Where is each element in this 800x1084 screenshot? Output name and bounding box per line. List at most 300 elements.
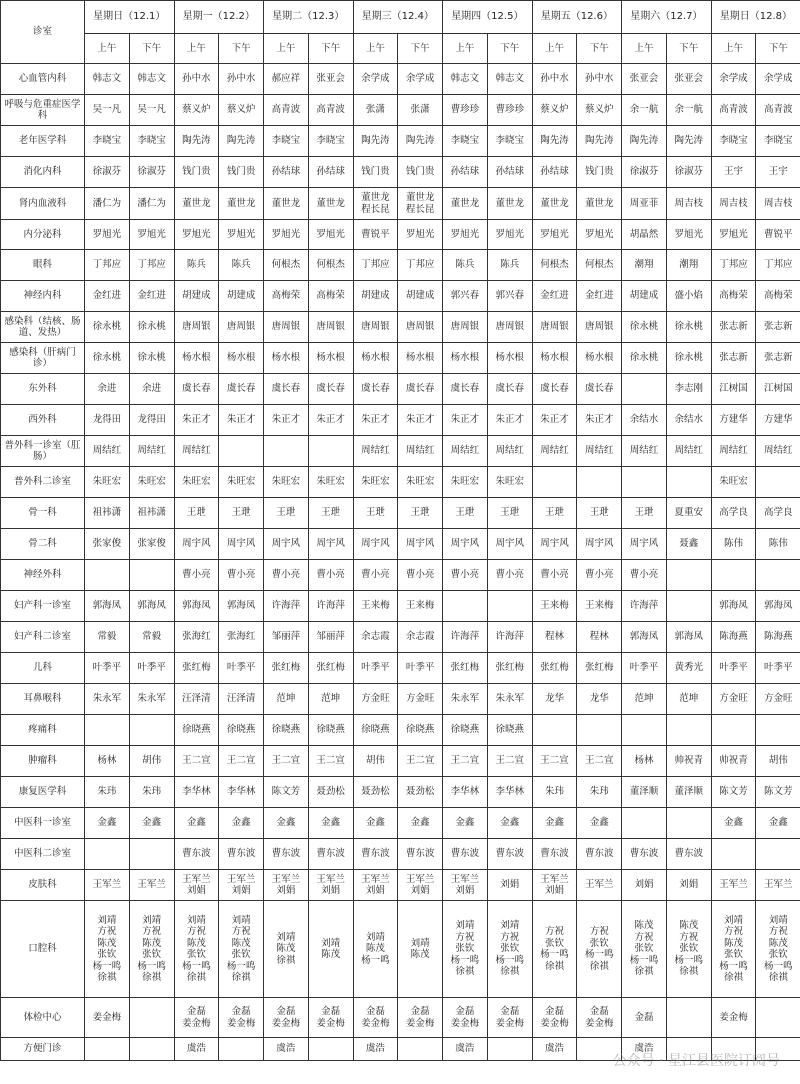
doctor-cell: 张海红 (174, 622, 219, 653)
doctor-cell: 叶季平 (353, 653, 398, 684)
doctor-cell: 王宇 (711, 157, 756, 188)
doctor-cell: 吴一凡 (129, 95, 174, 126)
doctor-cell: 王玴 (398, 498, 443, 529)
doctor-cell: 胡伟 (353, 746, 398, 777)
doctor-cell: 张亚会 (622, 64, 667, 95)
doctor-cell (129, 839, 174, 870)
doctor-cell: 李晓宝 (711, 126, 756, 157)
table-row (1, 126, 800, 157)
doctor-cell: 叶季平 (219, 653, 264, 684)
table-row (1, 64, 800, 95)
morning-header: 上午 (622, 34, 667, 64)
doctor-cell: 何根杰 (532, 250, 577, 281)
doctor-cell: 陈伟 (711, 529, 756, 560)
doctor-cell (756, 715, 800, 746)
doctor-cell: 余结水 (666, 405, 711, 436)
doctor-cell: 董世龙 (308, 188, 353, 220)
doctor-cell: 周宇风 (443, 529, 488, 560)
room-name: 肿瘤科 (1, 746, 85, 777)
table-row (1, 684, 800, 715)
doctor-cell: 陈伟 (756, 529, 800, 560)
morning-header: 上午 (264, 34, 309, 64)
doctor-cell: 唐周银 (353, 312, 398, 343)
afternoon-header: 下午 (219, 34, 264, 64)
doctor-cell: 胡晶然 (622, 220, 667, 250)
doctor-cell: 罗旭光 (219, 220, 264, 250)
doctor-cell: 虞长春 (532, 374, 577, 405)
doctor-cell: 虞长春 (443, 374, 488, 405)
doctor-cell: 金磊 姜金梅 (398, 998, 443, 1038)
doctor-cell: 江树国 (756, 374, 800, 405)
doctor-cell: 高梅荣 (264, 281, 309, 312)
doctor-cell (711, 715, 756, 746)
table-row (1, 653, 800, 684)
doctor-cell (666, 715, 711, 746)
doctor-cell: 徐晓燕 (308, 715, 353, 746)
doctor-cell: 刘靖 方祝 陈茂 张钦 杨一鸣 徐祺 (85, 901, 130, 998)
table-row (1, 188, 800, 220)
day-header: 星期二（12.3） (264, 1, 354, 34)
doctor-cell: 金鑫 (85, 808, 130, 839)
doctor-cell: 朱旺宏 (129, 467, 174, 498)
doctor-cell: 王军兰 (85, 870, 130, 901)
doctor-cell: 许海萍 (487, 622, 532, 653)
doctor-cell: 张红梅 (174, 653, 219, 684)
doctor-cell: 虞浩 (174, 1038, 219, 1061)
doctor-cell: 王来梅 (577, 591, 622, 622)
doctor-cell: 郭海凤 (129, 591, 174, 622)
doctor-cell: 李晓宝 (487, 126, 532, 157)
doctor-cell: 董泽顺 (666, 777, 711, 808)
doctor-cell: 王来梅 (398, 591, 443, 622)
doctor-cell: 吴一凡 (85, 95, 130, 126)
doctor-cell: 高梅荣 (756, 281, 800, 312)
room-name: 体检中心 (1, 998, 85, 1038)
doctor-cell: 董世龙 (219, 188, 264, 220)
morning-header: 上午 (711, 34, 756, 64)
schedule-body (1, 64, 800, 1061)
doctor-cell: 周宇风 (577, 529, 622, 560)
doctor-cell: 金鑫 (308, 808, 353, 839)
doctor-cell: 徐永桃 (666, 343, 711, 374)
doctor-cell: 金红进 (532, 281, 577, 312)
watermark: 公众号 · 星江县医院订阅号 (612, 1053, 780, 1069)
doctor-cell: 朱正才 (353, 405, 398, 436)
doctor-cell: 王玴 (308, 498, 353, 529)
doctor-cell: 陶先涛 (577, 126, 622, 157)
morning-header: 上午 (443, 34, 488, 64)
doctor-cell: 周宇风 (308, 529, 353, 560)
doctor-cell: 刘娟 (622, 870, 667, 901)
doctor-cell: 金磊 姜金梅 (532, 998, 577, 1038)
doctor-cell: 陶先涛 (666, 126, 711, 157)
room-name: 东外科 (1, 374, 85, 405)
doctor-cell: 钱门贵 (219, 157, 264, 188)
doctor-cell: 聂劲松 (308, 777, 353, 808)
doctor-cell: 周结红 (174, 436, 219, 467)
doctor-cell: 唐周银 (264, 312, 309, 343)
doctor-cell: 陈兵 (219, 250, 264, 281)
afternoon-header: 下午 (129, 34, 174, 64)
doctor-cell: 聂劲松 (398, 777, 443, 808)
doctor-cell: 朱玮 (532, 777, 577, 808)
room-name: 老年医学科 (1, 126, 85, 157)
doctor-cell: 叶季平 (711, 653, 756, 684)
doctor-cell: 孙结球 (532, 157, 577, 188)
doctor-cell: 徐永桃 (129, 312, 174, 343)
doctor-cell: 何根杰 (308, 250, 353, 281)
doctor-cell: 钱门贵 (174, 157, 219, 188)
doctor-cell: 金鑫 (577, 808, 622, 839)
doctor-cell: 周结红 (532, 436, 577, 467)
doctor-cell: 周结红 (577, 436, 622, 467)
doctor-cell: 高青波 (308, 95, 353, 126)
doctor-cell (756, 467, 800, 498)
doctor-cell: 朱玮 (577, 777, 622, 808)
doctor-cell: 钱门贵 (398, 157, 443, 188)
doctor-cell: 江树国 (711, 374, 756, 405)
doctor-cell: 王军兰 刘娟 (308, 870, 353, 901)
table-row (1, 808, 800, 839)
doctor-cell: 徐晓燕 (174, 715, 219, 746)
table-row (1, 281, 800, 312)
morning-header: 上午 (532, 34, 577, 64)
morning-header: 上午 (174, 34, 219, 64)
doctor-cell: 周宇风 (622, 529, 667, 560)
doctor-cell (85, 560, 130, 591)
doctor-cell: 周宇风 (219, 529, 264, 560)
doctor-cell: 李华林 (443, 777, 488, 808)
doctor-cell: 张红梅 (264, 653, 309, 684)
room-name: 呼吸与危重症医学科 (1, 95, 85, 126)
doctor-cell: 蔡义炉 (219, 95, 264, 126)
doctor-cell: 王玴 (219, 498, 264, 529)
afternoon-header: 下午 (666, 34, 711, 64)
doctor-cell: 朱玮 (85, 777, 130, 808)
doctor-cell: 杨水根 (577, 343, 622, 374)
room-name: 感染科（结核、肠道、发热） (1, 312, 85, 343)
doctor-cell: 朱旺宏 (443, 467, 488, 498)
doctor-cell: 徐淑芬 (129, 157, 174, 188)
doctor-cell: 金鑫 (353, 808, 398, 839)
doctor-cell: 高青波 (756, 95, 800, 126)
doctor-cell: 常毅 (129, 622, 174, 653)
doctor-cell: 唐周银 (532, 312, 577, 343)
doctor-cell: 陶先涛 (398, 126, 443, 157)
table-row (1, 95, 800, 126)
doctor-cell: 张潇 (353, 95, 398, 126)
doctor-cell: 曹东波 (666, 839, 711, 870)
doctor-cell: 朱正才 (264, 405, 309, 436)
doctor-cell: 杨水根 (308, 343, 353, 374)
doctor-cell: 王玴 (532, 498, 577, 529)
doctor-cell: 方建华 (711, 405, 756, 436)
doctor-cell (622, 374, 667, 405)
doctor-cell: 罗旭光 (666, 220, 711, 250)
doctor-cell: 祖祎潇 (85, 498, 130, 529)
doctor-cell: 朱正才 (308, 405, 353, 436)
doctor-cell: 周吉枝 (711, 188, 756, 220)
room-name: 骨二科 (1, 529, 85, 560)
doctor-cell: 孙中水 (577, 64, 622, 95)
doctor-cell: 何根杰 (264, 250, 309, 281)
doctor-cell: 盛小焰 (666, 281, 711, 312)
doctor-cell: 朱正才 (174, 405, 219, 436)
doctor-cell: 王二宣 (174, 746, 219, 777)
doctor-cell: 曹小亮 (398, 560, 443, 591)
doctor-cell: 金磊 (622, 998, 667, 1038)
doctor-cell: 周宇风 (487, 529, 532, 560)
doctor-cell: 杨水根 (398, 343, 443, 374)
doctor-cell: 曹小亮 (487, 560, 532, 591)
doctor-cell: 刘靖 陈茂 (308, 901, 353, 998)
doctor-cell: 丁邦应 (129, 250, 174, 281)
table-row (1, 405, 800, 436)
doctor-cell: 金磊 姜金梅 (264, 998, 309, 1038)
doctor-cell: 孙结球 (308, 157, 353, 188)
doctor-cell: 王军兰 刘娟 (398, 870, 443, 901)
doctor-cell: 方祝 张钦 杨一鸣 徐祺 (577, 901, 622, 998)
doctor-cell: 朱永军 (487, 684, 532, 715)
afternoon-header: 下午 (308, 34, 353, 64)
doctor-cell: 张志新 (756, 343, 800, 374)
doctor-cell: 陶先涛 (219, 126, 264, 157)
doctor-cell: 余一航 (622, 95, 667, 126)
doctor-cell: 董世龙 (577, 188, 622, 220)
doctor-cell (129, 1038, 174, 1061)
doctor-cell: 周亚菲 (622, 188, 667, 220)
doctor-cell: 范坤 (264, 684, 309, 715)
doctor-cell: 徐永桃 (622, 343, 667, 374)
doctor-cell: 王军兰 刘娟 (532, 870, 577, 901)
doctor-cell (622, 467, 667, 498)
doctor-cell: 朱正才 (532, 405, 577, 436)
doctor-cell: 杨林 (622, 746, 667, 777)
doctor-cell: 朱旺宏 (174, 467, 219, 498)
doctor-cell: 聂劲松 (353, 777, 398, 808)
doctor-cell: 虞长春 (353, 374, 398, 405)
doctor-cell: 金鑫 (219, 808, 264, 839)
doctor-cell: 曹小亮 (353, 560, 398, 591)
doctor-cell: 姜金梅 (711, 998, 756, 1038)
doctor-cell: 周吉枝 (756, 188, 800, 220)
doctor-cell: 刘靖 方祝 张钦 杨一鸣 徐祺 (443, 901, 488, 998)
doctor-cell: 郭海凤 (85, 591, 130, 622)
doctor-cell: 曹珍珍 (487, 95, 532, 126)
doctor-cell (264, 436, 309, 467)
doctor-cell: 余学成 (353, 64, 398, 95)
room-name: 皮肤科 (1, 870, 85, 901)
doctor-cell: 曹小亮 (532, 560, 577, 591)
doctor-cell (711, 839, 756, 870)
doctor-cell: 张家俊 (129, 529, 174, 560)
doctor-cell: 夏重安 (666, 498, 711, 529)
doctor-cell: 虞浩 (532, 1038, 577, 1061)
doctor-cell: 王玴 (264, 498, 309, 529)
doctor-cell: 陈海燕 (756, 622, 800, 653)
doctor-cell: 金磊 姜金梅 (174, 998, 219, 1038)
doctor-cell: 虞浩 (622, 1038, 667, 1061)
doctor-cell (756, 998, 800, 1038)
doctor-cell: 朱正才 (577, 405, 622, 436)
doctor-cell: 周结红 (443, 436, 488, 467)
room-name: 西外科 (1, 405, 85, 436)
doctor-cell (666, 808, 711, 839)
doctor-cell: 潘仁为 (85, 188, 130, 220)
doctor-cell: 刘靖 方祝 陈茂 张钦 杨一鸣 徐祺 (129, 901, 174, 998)
doctor-cell: 唐周银 (219, 312, 264, 343)
day-header: 星期一（12.2） (174, 1, 264, 34)
doctor-cell (129, 715, 174, 746)
doctor-cell: 金磊 姜金梅 (219, 998, 264, 1038)
doctor-cell: 丁邦应 (398, 250, 443, 281)
room-name: 康复医学科 (1, 777, 85, 808)
doctor-cell: 罗旭光 (487, 220, 532, 250)
doctor-cell: 钱门贵 (577, 157, 622, 188)
doctor-cell: 陈兵 (443, 250, 488, 281)
doctor-cell: 金红进 (577, 281, 622, 312)
doctor-cell: 罗旭光 (443, 220, 488, 250)
doctor-cell: 帅祝青 (711, 746, 756, 777)
doctor-cell: 许海萍 (622, 591, 667, 622)
doctor-cell: 胡建成 (174, 281, 219, 312)
doctor-cell: 罗旭光 (398, 220, 443, 250)
doctor-cell: 金鑫 (443, 808, 488, 839)
doctor-cell (711, 560, 756, 591)
doctor-cell: 朱永军 (85, 684, 130, 715)
doctor-cell: 周结红 (756, 436, 800, 467)
doctor-cell: 龙华 (532, 684, 577, 715)
doctor-cell: 张红梅 (532, 653, 577, 684)
doctor-cell: 孙结球 (487, 157, 532, 188)
doctor-cell: 叶季平 (85, 653, 130, 684)
room-name: 眼科 (1, 250, 85, 281)
doctor-cell: 曹小亮 (622, 560, 667, 591)
doctor-cell: 杨林 (85, 746, 130, 777)
table-row (1, 560, 800, 591)
doctor-cell: 高青波 (711, 95, 756, 126)
doctor-cell: 高青波 (264, 95, 309, 126)
doctor-cell: 汪泽清 (174, 684, 219, 715)
doctor-cell: 唐周银 (443, 312, 488, 343)
doctor-cell: 王二宣 (398, 746, 443, 777)
doctor-cell: 邹丽萍 (264, 622, 309, 653)
doctor-cell: 刘靖 方祝 陈茂 张钦 杨一鸣 徐祺 (756, 901, 800, 998)
doctor-cell: 胡伟 (756, 746, 800, 777)
doctor-cell (756, 839, 800, 870)
doctor-cell: 王玴 (353, 498, 398, 529)
doctor-cell: 余学成 (756, 64, 800, 95)
doctor-cell: 陈文芳 (711, 777, 756, 808)
doctor-cell: 周结红 (711, 436, 756, 467)
doctor-cell: 曹东波 (219, 839, 264, 870)
doctor-cell: 曹东波 (308, 839, 353, 870)
doctor-cell: 潮翔 (622, 250, 667, 281)
doctor-cell: 王玴 (443, 498, 488, 529)
doctor-cell: 王二宣 (219, 746, 264, 777)
doctor-cell: 余学成 (711, 64, 756, 95)
doctor-cell: 王军兰 刘娟 (219, 870, 264, 901)
doctor-cell: 孙中水 (532, 64, 577, 95)
doctor-cell: 李晓宝 (308, 126, 353, 157)
afternoon-header: 下午 (577, 34, 622, 64)
doctor-cell: 王玴 (487, 498, 532, 529)
doctor-cell: 曹东波 (622, 839, 667, 870)
table-row (1, 157, 800, 188)
doctor-cell: 曹锐平 (353, 220, 398, 250)
doctor-cell: 张亚会 (308, 64, 353, 95)
doctor-cell: 金磊 姜金梅 (577, 998, 622, 1038)
doctor-cell: 徐永桃 (622, 312, 667, 343)
doctor-cell: 方金旺 (398, 684, 443, 715)
doctor-cell: 韩志文 (487, 64, 532, 95)
doctor-cell: 徐晓燕 (487, 715, 532, 746)
table-row (1, 250, 800, 281)
room-name: 普外科二诊室 (1, 467, 85, 498)
doctor-cell: 曹东波 (577, 839, 622, 870)
doctor-cell: 高学良 (711, 498, 756, 529)
doctor-cell: 聂鑫 (666, 529, 711, 560)
doctor-cell: 刘娟 (666, 870, 711, 901)
doctor-cell (622, 808, 667, 839)
doctor-cell: 程林 (532, 622, 577, 653)
doctor-cell: 龙得田 (129, 405, 174, 436)
doctor-cell: 杨水根 (353, 343, 398, 374)
doctor-cell: 虞浩 (353, 1038, 398, 1061)
doctor-cell: 胡建成 (219, 281, 264, 312)
table-row (1, 777, 800, 808)
doctor-cell: 孙中水 (219, 64, 264, 95)
doctor-cell: 胡建成 (622, 281, 667, 312)
doctor-cell: 金磊 姜金梅 (353, 998, 398, 1038)
room-name: 肾内血液科 (1, 188, 85, 220)
doctor-cell: 罗旭光 (577, 220, 622, 250)
table-row (1, 498, 800, 529)
doctor-cell: 韩志文 (443, 64, 488, 95)
doctor-cell: 曹锐平 (756, 220, 800, 250)
table-row (1, 870, 800, 901)
doctor-cell: 朱永军 (443, 684, 488, 715)
doctor-cell: 王二宣 (577, 746, 622, 777)
table-row (1, 436, 800, 467)
doctor-cell: 张志新 (711, 312, 756, 343)
room-name: 疼痛科 (1, 715, 85, 746)
doctor-cell: 徐晓燕 (264, 715, 309, 746)
doctor-cell: 金鑫 (174, 808, 219, 839)
doctor-cell: 金鑫 (711, 808, 756, 839)
doctor-cell: 周宇风 (353, 529, 398, 560)
doctor-cell: 张海红 (219, 622, 264, 653)
doctor-cell: 陈兵 (174, 250, 219, 281)
doctor-cell: 朱旺宏 (264, 467, 309, 498)
doctor-cell: 周宇风 (264, 529, 309, 560)
doctor-cell: 邹丽萍 (308, 622, 353, 653)
doctor-cell: 周结红 (398, 436, 443, 467)
doctor-cell: 姜金梅 (85, 998, 130, 1038)
doctor-cell: 许海萍 (443, 622, 488, 653)
doctor-cell (666, 998, 711, 1038)
doctor-cell: 金鑫 (264, 808, 309, 839)
doctor-cell: 金红进 (129, 281, 174, 312)
doctor-cell: 刘靖 陈茂 (398, 901, 443, 998)
room-name: 妇产科一诊室 (1, 591, 85, 622)
doctor-cell: 朱正才 (443, 405, 488, 436)
room-name: 内分泌科 (1, 220, 85, 250)
doctor-cell: 蔡义炉 (532, 95, 577, 126)
doctor-cell (756, 1038, 800, 1061)
room-name: 妇产科二诊室 (1, 622, 85, 653)
doctor-cell: 罗旭光 (532, 220, 577, 250)
